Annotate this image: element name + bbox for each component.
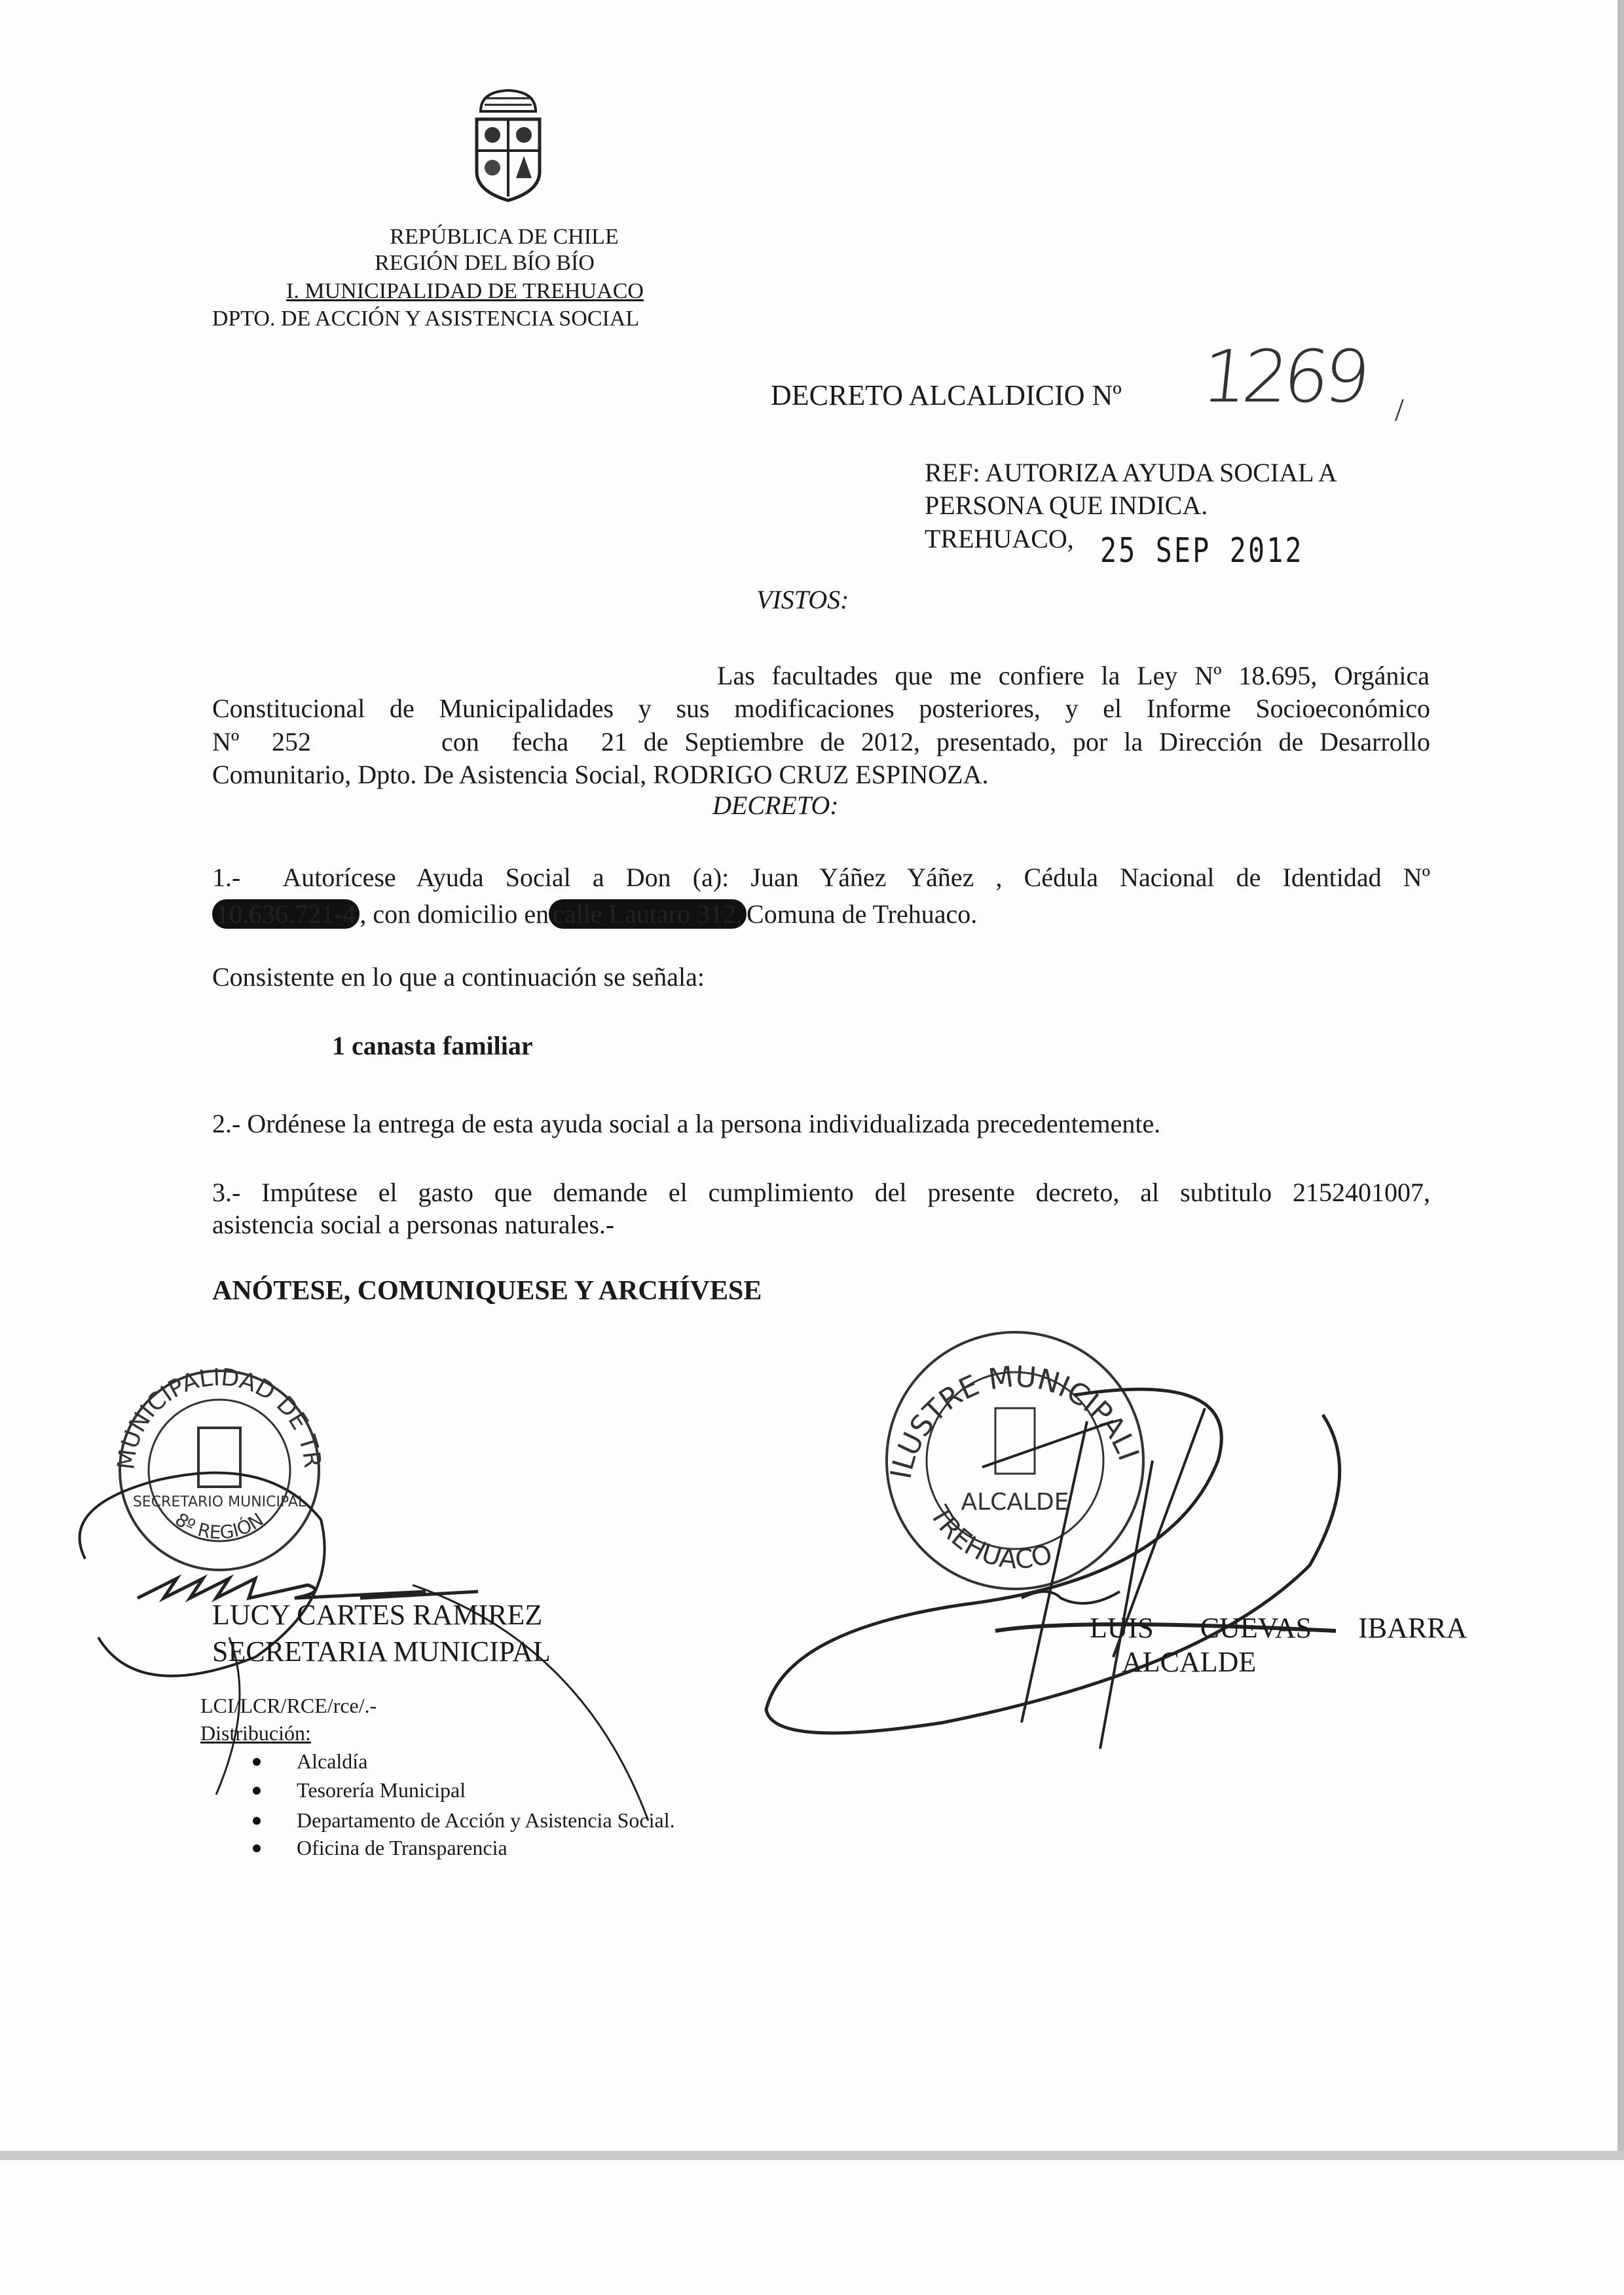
distribution-item: Alcaldía	[297, 1749, 368, 1773]
vistos-heading: VISTOS:	[756, 585, 849, 614]
mayor-name: LUIS CUEVAS IBARRA	[1090, 1612, 1467, 1644]
stamp-left-outer-text: MUNICIPALIDAD DE TREHUACO	[105, 1345, 326, 1472]
secretary-name: LUCY CARTES RAMIREZ	[212, 1599, 543, 1631]
decree-number-handwritten: 1269	[1198, 335, 1369, 419]
bullet-icon	[253, 1817, 261, 1825]
municipal-crest-icon	[469, 85, 547, 203]
header-department: DPTO. DE ACCIÓN Y ASISTENCIA SOCIAL	[212, 307, 640, 331]
ref-line-1: REF: AUTORIZA AYUDA SOCIAL A	[925, 458, 1337, 487]
initials: LCI/LCR/RCE/rce/.-	[200, 1694, 377, 1717]
stamp-left-bottom-text: 8º REGIÓN	[171, 1508, 268, 1544]
mayor-signature	[747, 1382, 1401, 1840]
item1-domicile-text: , con domicilio en	[360, 899, 549, 929]
place: TREHUACO,	[925, 524, 1074, 553]
redacted-id-number: 10.636.721-4	[212, 899, 360, 929]
ref-line-2: PERSONA QUE INDICA.	[925, 491, 1208, 520]
vistos-line-4: Comunitario, Dpto. De Asistencia Social, RODRIGO CRUZ ESPINOZA.	[212, 760, 989, 789]
bullet-icon	[253, 1758, 261, 1766]
date-stamp: 25 SEP 2012	[1100, 531, 1304, 570]
consistente-text: Consistente en lo que a continuación se señala:	[212, 962, 705, 992]
scan-edge-bottom	[0, 2151, 1624, 2160]
item1-line-1: 1.- Autorícese Ayuda Social a Don (a): Juan Yáñez Yáñez , Cédula Nacional de Identidad Nº	[212, 863, 1430, 892]
vistos-line-1: Las facultades que me confiere la Ley Nº 18.695, Orgánica	[717, 661, 1430, 690]
item1-commune-text: Comuna de Trehuaco.	[747, 899, 978, 929]
closing-text: ANÓTESE, COMUNIQUESE Y ARCHÍVESE	[212, 1276, 762, 1306]
header-republic: REPÚBLICA DE CHILE	[390, 225, 619, 249]
bullet-icon	[253, 1844, 261, 1852]
distribution-item: Oficina de Transparencia	[297, 1836, 507, 1859]
stamp-right-outer-text: ILUSTRE MUNICIPALIDAD	[873, 1303, 1145, 1482]
mayor-title: ALCALDE	[1122, 1646, 1257, 1678]
item3-line-2: asistencia social a personas naturales.-	[212, 1210, 615, 1239]
header-region: REGIÓN DEL BÍO BÍO	[375, 251, 595, 275]
vistos-line-2: Constitucional de Municipalidades y sus modificaciones posteriores, y el Informe Socioeconómico	[212, 694, 1430, 723]
item1-line-2	[212, 901, 977, 927]
header-municipality: I. MUNICIPALIDAD DE TREHUACO	[286, 279, 644, 303]
bullet-icon	[253, 1787, 261, 1795]
scan-edge-right	[1617, 0, 1624, 2155]
decree-slash: /	[1395, 391, 1404, 428]
item2-text: 2.- Ordénese la entrega de esta ayuda social a la persona individualizada precedentemente.	[212, 1109, 1161, 1138]
stamp-right-inner-text: ALCALDE	[961, 1489, 1069, 1516]
vistos-line-3: Nº 252 con fecha 21 de Septiembre de 2012, presentado, por la Dirección de Desarrollo	[212, 727, 1430, 756]
secretary-title: SECRETARIA MUNICIPAL	[212, 1635, 551, 1668]
benefit-text: 1 canasta familiar	[332, 1031, 533, 1060]
item3-line-1: 3.- Impútese el gasto que demande el cumplimiento del presente decreto, al subtitulo 2152401007,	[212, 1178, 1430, 1207]
decreto-heading: DECRETO:	[712, 791, 839, 820]
distribution-item: Departamento de Acción y Asistencia Social.	[297, 1808, 675, 1832]
distribution-label: Distribución:	[200, 1721, 311, 1745]
distribution-item: Tesorería Municipal	[297, 1778, 466, 1802]
redacted-address: calle Lautaro 312,	[549, 899, 747, 929]
stamp-right-bottom-text: TREHUACO	[923, 1501, 1056, 1575]
stamp-left-inner-text: SECRETARIO MUNICIPAL	[132, 1494, 306, 1510]
decree-title: DECRETO ALCALDICIO Nº	[771, 379, 1122, 411]
